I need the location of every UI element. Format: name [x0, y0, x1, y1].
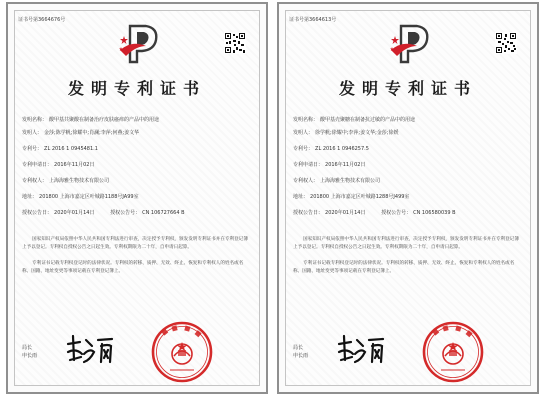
patent-number-label: 专利号：	[293, 146, 314, 152]
director-block	[293, 344, 308, 360]
grant-number: CN 106580039 B	[413, 210, 456, 216]
grant-date-label: 授权公告日：	[22, 210, 53, 216]
filing-date: 2016年11月02日	[54, 162, 95, 168]
certificate-title: 发明专利证书	[67, 79, 206, 98]
patent-office-logo-icon	[387, 20, 435, 66]
filing-date-label: 专利申请日：	[293, 162, 324, 168]
inventors-row	[22, 129, 256, 137]
director-block	[22, 344, 37, 360]
certificate-paragraph-1: 国家知识产权局依照中华人民共和国专利法进行审查，决定授予专利权，颁发发明专利证书并在专利登记簿上予以登记。专利权自授权公告之日起生效。专利权期限为二十年，自申请日起算。	[22, 237, 248, 250]
patent-holder-label: 专利权人：	[293, 178, 319, 184]
invention-name: 酸甲基共聚酸在制备治疗皮肤瘙痒的产品中的用途	[49, 117, 160, 123]
invention-name: 酸甲基壳聚糖在制备抗过敏的产品中的用途	[320, 117, 416, 123]
patent-number-row	[22, 145, 256, 153]
filing-date-row	[22, 161, 256, 169]
official-seal	[150, 320, 214, 384]
patent-holder-label: 专利权人：	[22, 178, 48, 184]
address-label: 地址：	[22, 194, 38, 200]
inventors: 金莎;陈学帆;徐耀中;肖澜;李萍;何燕;姜文华	[44, 130, 140, 136]
patent-holder-row	[293, 177, 527, 185]
address: 201800 上海市嘉定区叶城路1288号J499室	[310, 194, 410, 200]
certificate-number: 证书号第3664613号	[289, 17, 337, 23]
director-name: 申长雨	[22, 353, 38, 359]
filing-date: 2016年11月02日	[325, 162, 366, 168]
inventors-row	[293, 129, 527, 137]
patent-number-label: 专利号：	[22, 146, 43, 152]
patent-office-logo-icon	[116, 20, 164, 66]
inventors: 徐学帆;徐耀中;李萍;姜文华;金莎;徐媛	[315, 130, 399, 136]
qr-code-icon	[224, 32, 246, 54]
certificate-paragraph-2: 专利证书记载专利权登记时的法律状况。专利权的转移、质押、无效、终止、恢复和专利权人的姓名或名称、国籍、地址变更等事项记载在专利登记簿上。	[293, 261, 515, 274]
patent-holder: 上海海雅生物技术有限公司	[320, 178, 381, 184]
patent-certificate-2	[277, 2, 539, 394]
director-signature	[64, 330, 116, 370]
patent-holder: 上海海雅生物技术有限公司	[49, 178, 110, 184]
invention-name-row	[293, 116, 527, 129]
inventors-label: 发明人：	[22, 130, 43, 136]
invention-name-row	[22, 116, 256, 129]
patent-number-row	[293, 145, 527, 153]
certificate-fields	[293, 116, 527, 217]
grant-number-label: 授权公告号：	[110, 210, 141, 216]
inventors-label: 发明人：	[293, 130, 314, 136]
grant-row	[293, 209, 527, 217]
filing-date-label: 专利申请日：	[22, 162, 53, 168]
certificate-paragraph-2: 专利证书记载专利权登记时的法律状况。专利权的转移、质押、无效、终止、恢复和专利权人的姓名或名称、国籍、地址变更等事项记载在专利登记簿上。	[22, 261, 244, 274]
patent-certificate-1	[6, 2, 268, 394]
address: 201800 上海市嘉定区叶城路1188号JA99室	[39, 194, 139, 200]
grant-date-label: 授权公告日：	[293, 210, 324, 216]
grant-row	[22, 209, 256, 217]
certificate-paragraph-1: 国家知识产权局依照中华人民共和国专利法进行审查，决定授予专利权，颁发发明专利证书并在专利登记簿上予以登记。专利权自授权公告之日起生效。专利权期限为二十年，自申请日起算。	[293, 237, 519, 250]
grant-number: CN 106727664 B	[142, 210, 185, 216]
director-label: 局长	[293, 345, 304, 351]
certificate-fields	[22, 116, 256, 217]
director-name: 申长雨	[293, 353, 309, 359]
qr-code-icon	[495, 32, 517, 54]
invention-name-label: 发明名称：	[293, 117, 319, 123]
filing-date-row	[293, 161, 527, 169]
patent-number: ZL 2016 1 0945481.1	[44, 146, 98, 152]
certificate-number: 证书号第3664676号	[18, 17, 66, 23]
grant-date: 2020年01月14日	[325, 210, 366, 216]
director-signature	[335, 330, 387, 370]
address-row	[22, 193, 256, 201]
grant-date: 2020年01月14日	[54, 210, 95, 216]
invention-name-label: 发明名称：	[22, 117, 48, 123]
director-label: 局长	[22, 345, 33, 351]
address-label: 地址：	[293, 194, 309, 200]
certificate-title: 发明专利证书	[338, 79, 477, 98]
patent-holder-row	[22, 177, 256, 185]
official-seal	[421, 320, 485, 384]
address-row	[293, 193, 527, 201]
patent-number: ZL 2016 1 0946257.5	[315, 146, 369, 152]
grant-number-label: 授权公告号：	[381, 210, 412, 216]
